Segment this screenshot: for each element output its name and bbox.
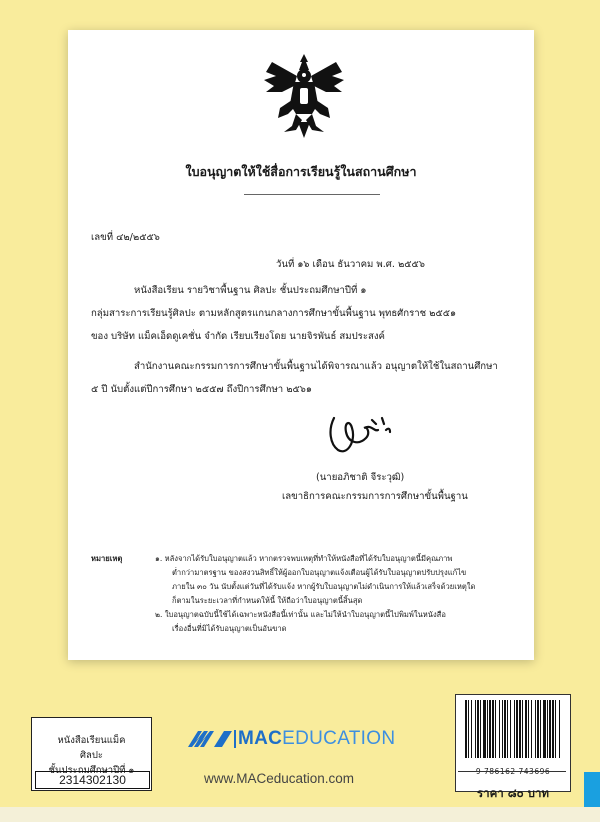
website-link[interactable]: www.MACeducation.com xyxy=(204,771,355,786)
label-code: 2314302130 xyxy=(35,771,150,789)
price-divider xyxy=(458,771,566,772)
document-title: ใบอนุญาตให้ใช้สื่อการเรียนรู้ในสถานศึกษา xyxy=(185,164,417,179)
title-underline xyxy=(244,194,380,195)
body-line-5: ๕ ปี นับตั้งแต่ปีการศึกษา ๒๕๕๗ ถึงปีการศึกษา ๒๕๖๑ xyxy=(91,384,312,395)
barcode-box xyxy=(455,694,571,800)
label-subject: ศิลปะ xyxy=(80,749,103,761)
body-line-1: หนังสือเรียน รายวิชาพื้นฐาน ศิลปะ ชั้นประถมศึกษาปีที่ ๑ xyxy=(134,285,367,296)
barcode-icon xyxy=(464,700,562,758)
note-line-5: ๒. ใบอนุญาตฉบับนี้ใช้ได้เฉพาะหนังสือนี้เท่านั้น และไม่ให้นำใบอนุญาตนี้ไปพิมพ์ในหนังสือ xyxy=(155,610,446,619)
brand-wordmark xyxy=(238,727,395,751)
signer-title: เลขาธิการคณะกรรมการการศึกษาขั้นพื้นฐาน xyxy=(282,491,468,502)
signature-icon xyxy=(326,410,396,456)
book-label xyxy=(31,717,152,791)
note-line-3: ภายใน ๓๐ วัน นับตั้งแต่วันที่ได้รับแจ้ง หากผู้รับใบอนุญาตไม่ดำเนินการให้แล้วเสร็จด้วยเหตุใด xyxy=(172,582,476,591)
body-line-2: กลุ่มสาระการเรียนรู้ศิลปะ ตามหลักสูตรแกนกลางการศึกษาขั้นพื้นฐาน พุทธศักราช ๒๕๕๑ xyxy=(91,308,457,319)
isbn-number: 9 786162 743696 xyxy=(475,766,551,776)
body-line-3: ของ บริษัท แม็คเอ็ดดูเคชั่น จำกัด เรียบเรียงโดย นายจิรพันธ์ สมประสงค์ xyxy=(91,331,385,342)
license-number: เลขที่ ๔๒/๒๕๕๖ xyxy=(91,232,160,243)
spine-accent xyxy=(584,772,600,807)
license-document xyxy=(68,30,534,660)
note-line-4: ก็ตามในระยะเวลาที่กำหนดให้นี้ ให้ถือว่าใบอนุญาตนี้สิ้นสุด xyxy=(172,596,363,605)
brand-suffix: EDUCATION xyxy=(282,728,396,749)
cover-bottom-edge xyxy=(0,807,600,822)
note-line-1: ๑. หลังจากได้รับใบอนุญาตแล้ว หากตรวจพบเหตุที่ทำให้หนังสือที่ได้รับใบอนุญาตนี้มีคุณภาพ xyxy=(155,554,453,563)
brand-prefix: MAC xyxy=(238,728,283,749)
label-series: หนังสือเรียนแม็ค xyxy=(57,734,126,746)
note-line-6: เรื่องอื่นที่มิได้รับอนุญาตเป็นอันขาด xyxy=(172,624,287,633)
body-line-4: สำนักงานคณะกรรมการการศึกษาขั้นพื้นฐานได้พิจารณาแล้ว อนุญาตให้ใช้ในสถานศึกษา xyxy=(134,361,498,372)
label-grade: ชั้นประถมศึกษาปีที่ ๑ xyxy=(48,764,135,776)
notes-label: หมายเหตุ xyxy=(91,554,123,563)
note-line-2: ต่ำกว่ามาตรฐาน ของสงวนสิทธิ์ให้ผู้ออกใบอนุญาตแจ้งเตือนผู้ได้รับใบอนุญาตปรับปรุงแก้ไข xyxy=(172,568,467,577)
price: ราคา ๘๐ บาท xyxy=(476,785,550,800)
signer-name: (นายอภิชาติ จีระวุฒิ) xyxy=(316,472,405,483)
issue-date: วันที่ ๑๖ เดือน ธันวาคม พ.ศ. ๒๕๕๖ xyxy=(276,259,425,270)
garuda-emblem-icon xyxy=(262,52,346,138)
